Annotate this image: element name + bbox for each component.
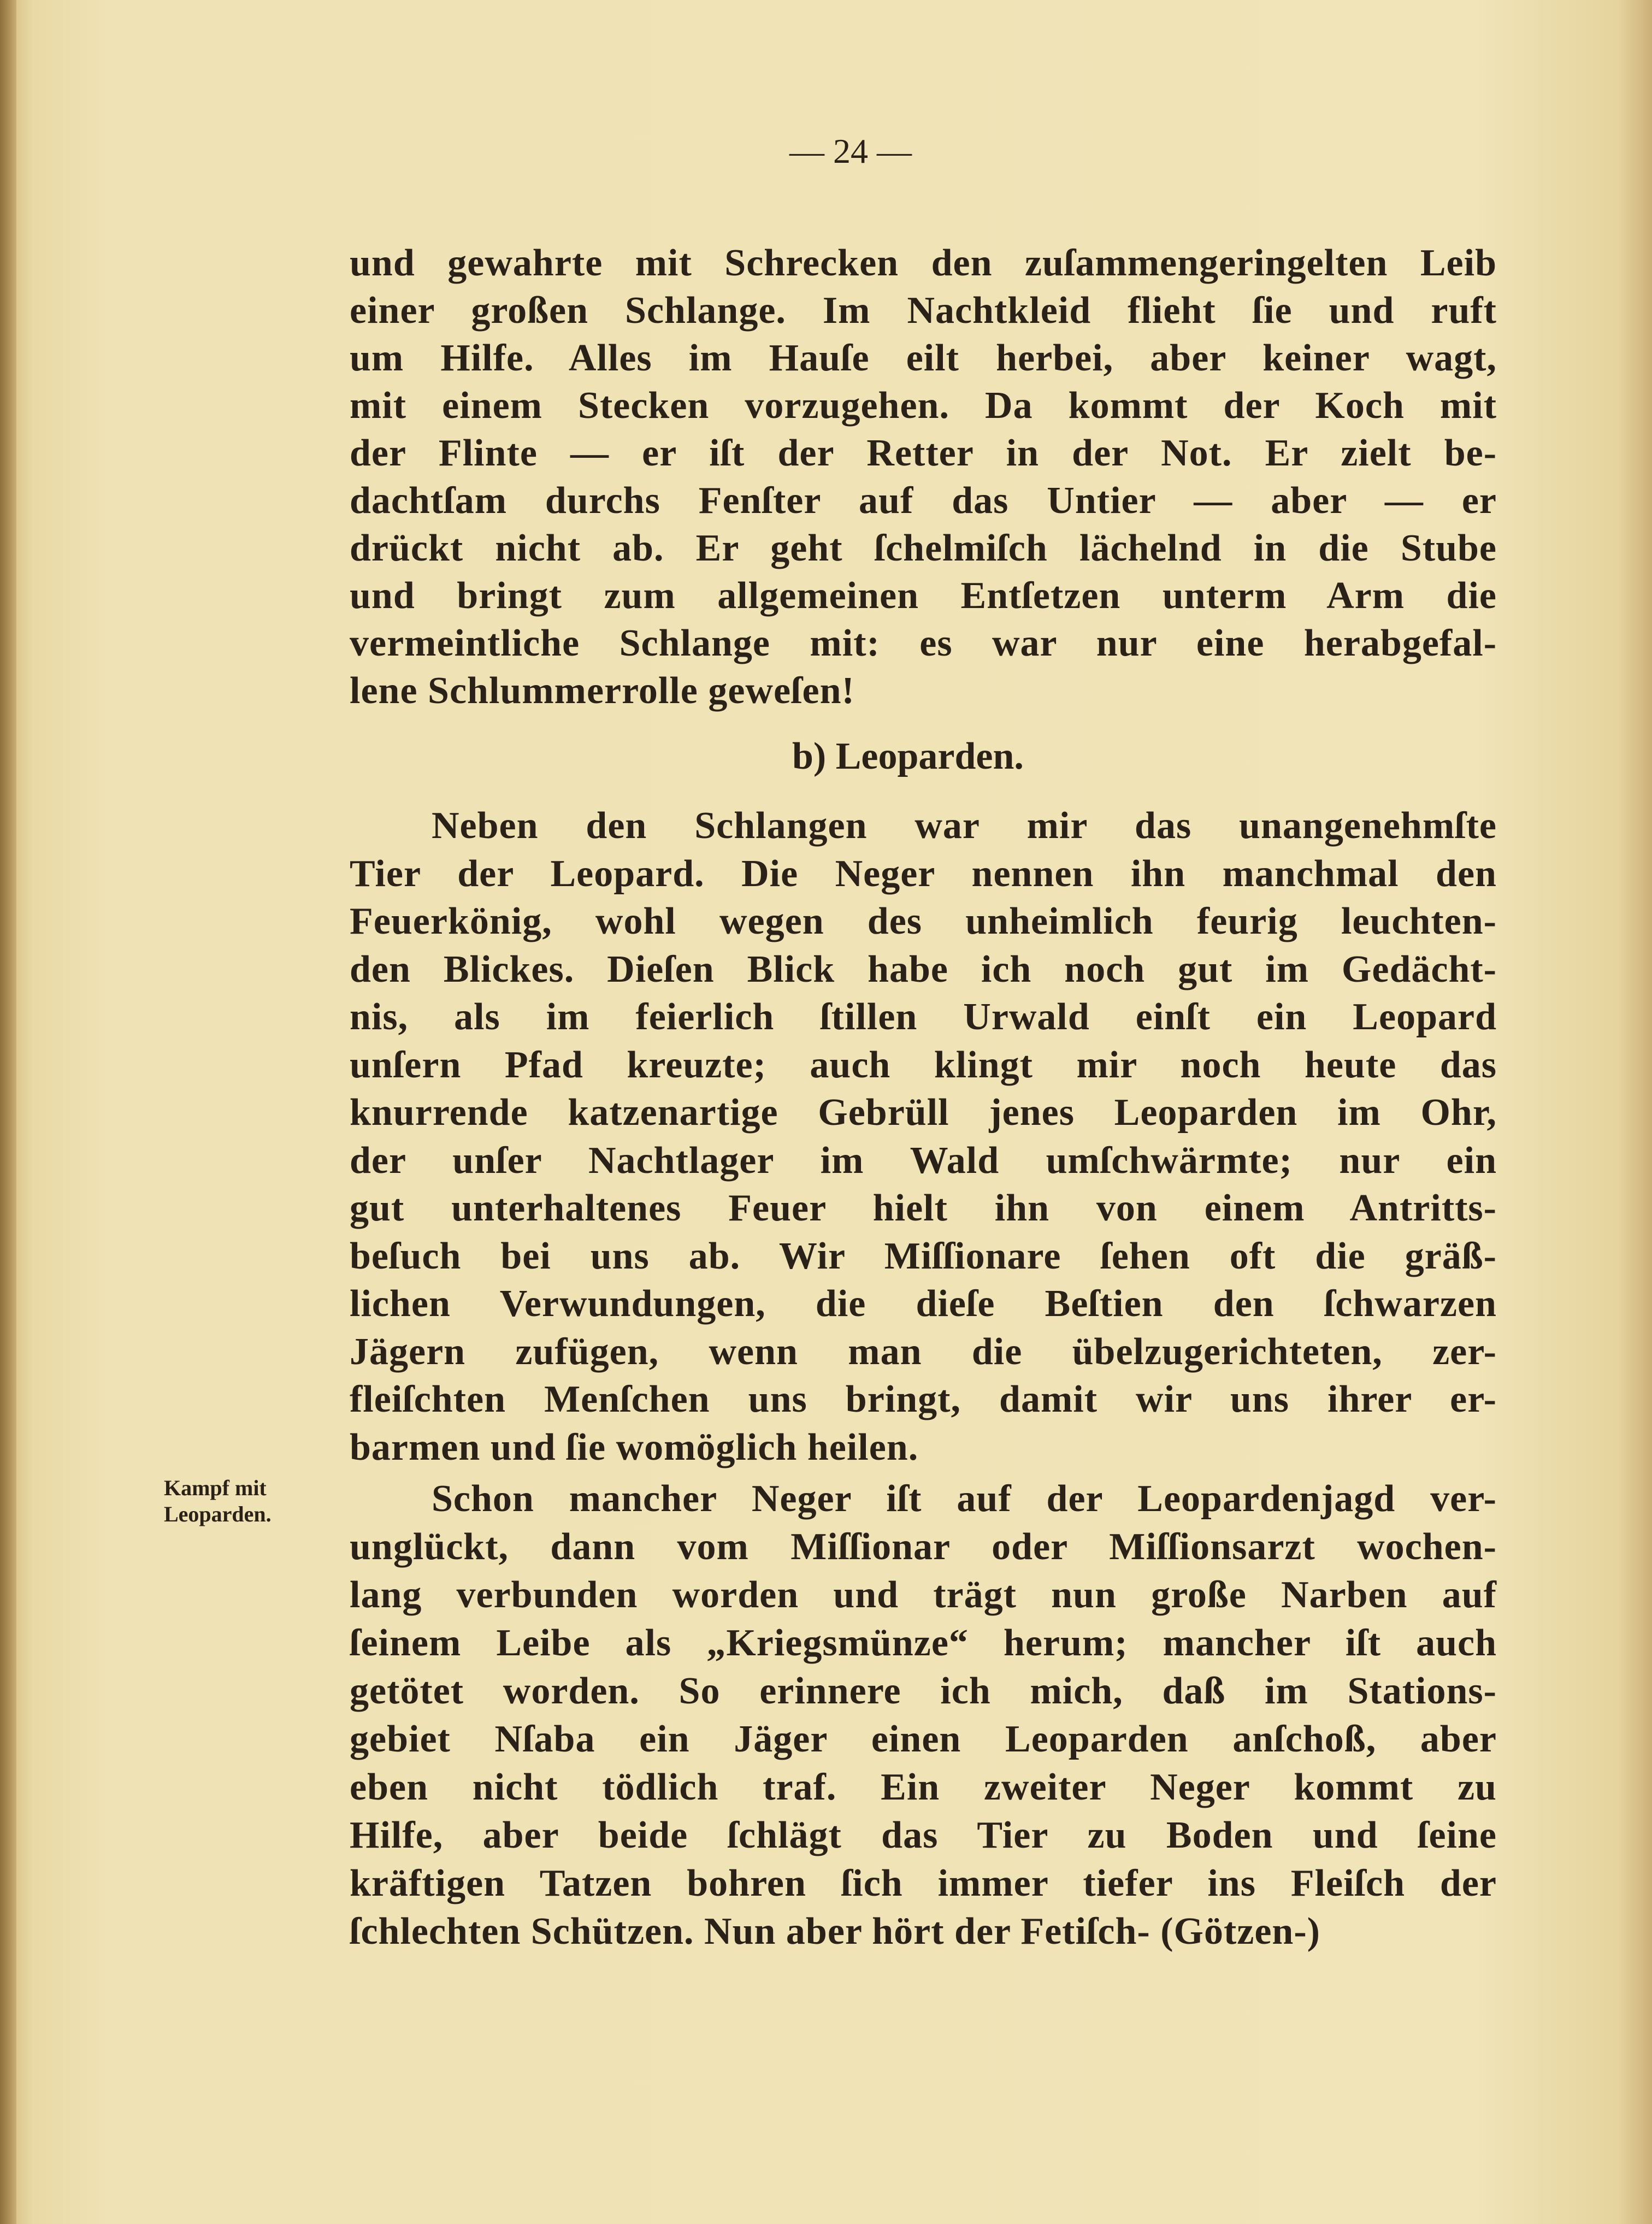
text-line: dachtſam durchs Fenſter auf das Untier — aber — er bbox=[350, 480, 1497, 522]
text-line: lang verbunden worden und trägt nun große Narben auf bbox=[350, 1574, 1497, 1616]
section-heading: b) Leoparden. bbox=[792, 735, 1024, 777]
text-line: lichen Verwundungen, die dieſe Beſtien den ſchwarzen bbox=[350, 1283, 1497, 1325]
text-line: gut unterhaltenes Feuer hielt ihn von einem Antritts- bbox=[350, 1187, 1497, 1229]
text-line: lene Schlummerrolle geweſen! bbox=[350, 670, 855, 712]
text-line: Hilfe, aber beide ſchlägt das Tier zu Boden und ſeine bbox=[350, 1814, 1497, 1856]
text-line: Feuerkönig, wohl wegen des unheimlich feurig leuchten- bbox=[350, 900, 1497, 942]
text-line: einer großen Schlange. Im Nachtkleid flieht ſie und ruft bbox=[350, 290, 1497, 332]
paragraph-1 bbox=[350, 239, 1497, 715]
text-line: fleiſchten Menſchen uns bringt, damit wir uns ihrer er- bbox=[350, 1378, 1497, 1420]
book-spine-edge bbox=[0, 0, 16, 2224]
text-line: und gewahrte mit Schrecken den zuſammengeringelten Leib bbox=[350, 242, 1497, 284]
text-line: ſeinem Leibe als „Kriegsmünze“ herum; mancher iſt auch bbox=[350, 1622, 1497, 1664]
text-line: gebiet Nſaba ein Jäger einen Leoparden anſchoß, aber bbox=[350, 1718, 1497, 1760]
text-line: eben nicht tödlich traf. Ein zweiter Neger kommt zu bbox=[350, 1766, 1497, 1808]
text-line: kräftigen Tatzen bohren ſich immer tiefer ins Fleiſch der bbox=[350, 1862, 1497, 1904]
text-line: vermeintliche Schlange mit: es war nur eine herabgefal- bbox=[350, 622, 1497, 664]
text-line: drückt nicht ab. Er geht ſchelmiſch lächelnd in die Stube bbox=[350, 527, 1497, 569]
margin-note-line: Leoparden. bbox=[164, 1502, 272, 1526]
text-line: barmen und ſie womöglich heilen. bbox=[350, 1426, 919, 1468]
text-line: getötet worden. So erinnere ich mich, daß im Stations- bbox=[350, 1670, 1497, 1712]
text-line: der unſer Nachtlager im Wald umſchwärmte; nur ein bbox=[350, 1139, 1497, 1182]
text-line: Schon mancher Neger iſt auf der Leopardenjagd ver- bbox=[432, 1478, 1497, 1520]
paragraph-3 bbox=[350, 1475, 1497, 1956]
text-line: Neben den Schlangen war mir das unangenehmſte bbox=[432, 805, 1497, 847]
text-line: unglückt, dann vom Miſſionar oder Miſſionsarzt wochen- bbox=[350, 1526, 1497, 1568]
text-line: um Hilfe. Alles im Hauſe eilt herbei, aber keiner wagt, bbox=[350, 337, 1497, 379]
paragraph-2 bbox=[350, 802, 1497, 1471]
text-line: beſuch bei uns ab. Wir Miſſionare ſehen oft die gräß- bbox=[350, 1235, 1497, 1277]
text-line: knurrende katzenartige Gebrüll jenes Leoparden im Ohr, bbox=[350, 1092, 1497, 1134]
text-line: Tier der Leopard. Die Neger nennen ihn manchmal den bbox=[350, 852, 1497, 895]
margin-note bbox=[164, 1475, 272, 1527]
text-line: ſchlechten Schützen. Nun aber hört der Fetiſch- (Götzen-) bbox=[350, 1910, 1320, 1952]
text-line: und bringt zum allgemeinen Entſetzen unterm Arm die bbox=[350, 575, 1497, 617]
text-line: der Flinte — er iſt der Retter in der Not. Er zielt be- bbox=[350, 432, 1497, 474]
text-line: den Blickes. Dieſen Blick habe ich noch gut im Gedächt- bbox=[350, 948, 1497, 990]
text-line: mit einem Stecken vorzugehen. Da kommt der Koch mit bbox=[350, 385, 1497, 427]
page-number: — 24 — bbox=[789, 132, 912, 170]
margin-note-line: Kampf mit bbox=[164, 1476, 267, 1500]
text-line: nis, als im feierlich ſtillen Urwald einſt ein Leopard bbox=[350, 996, 1497, 1038]
text-line: unſern Pfad kreuzte; auch klingt mir noch heute das bbox=[350, 1043, 1497, 1086]
text-line: Jägern zufügen, wenn man die übelzugerichteten, zer- bbox=[350, 1330, 1497, 1373]
